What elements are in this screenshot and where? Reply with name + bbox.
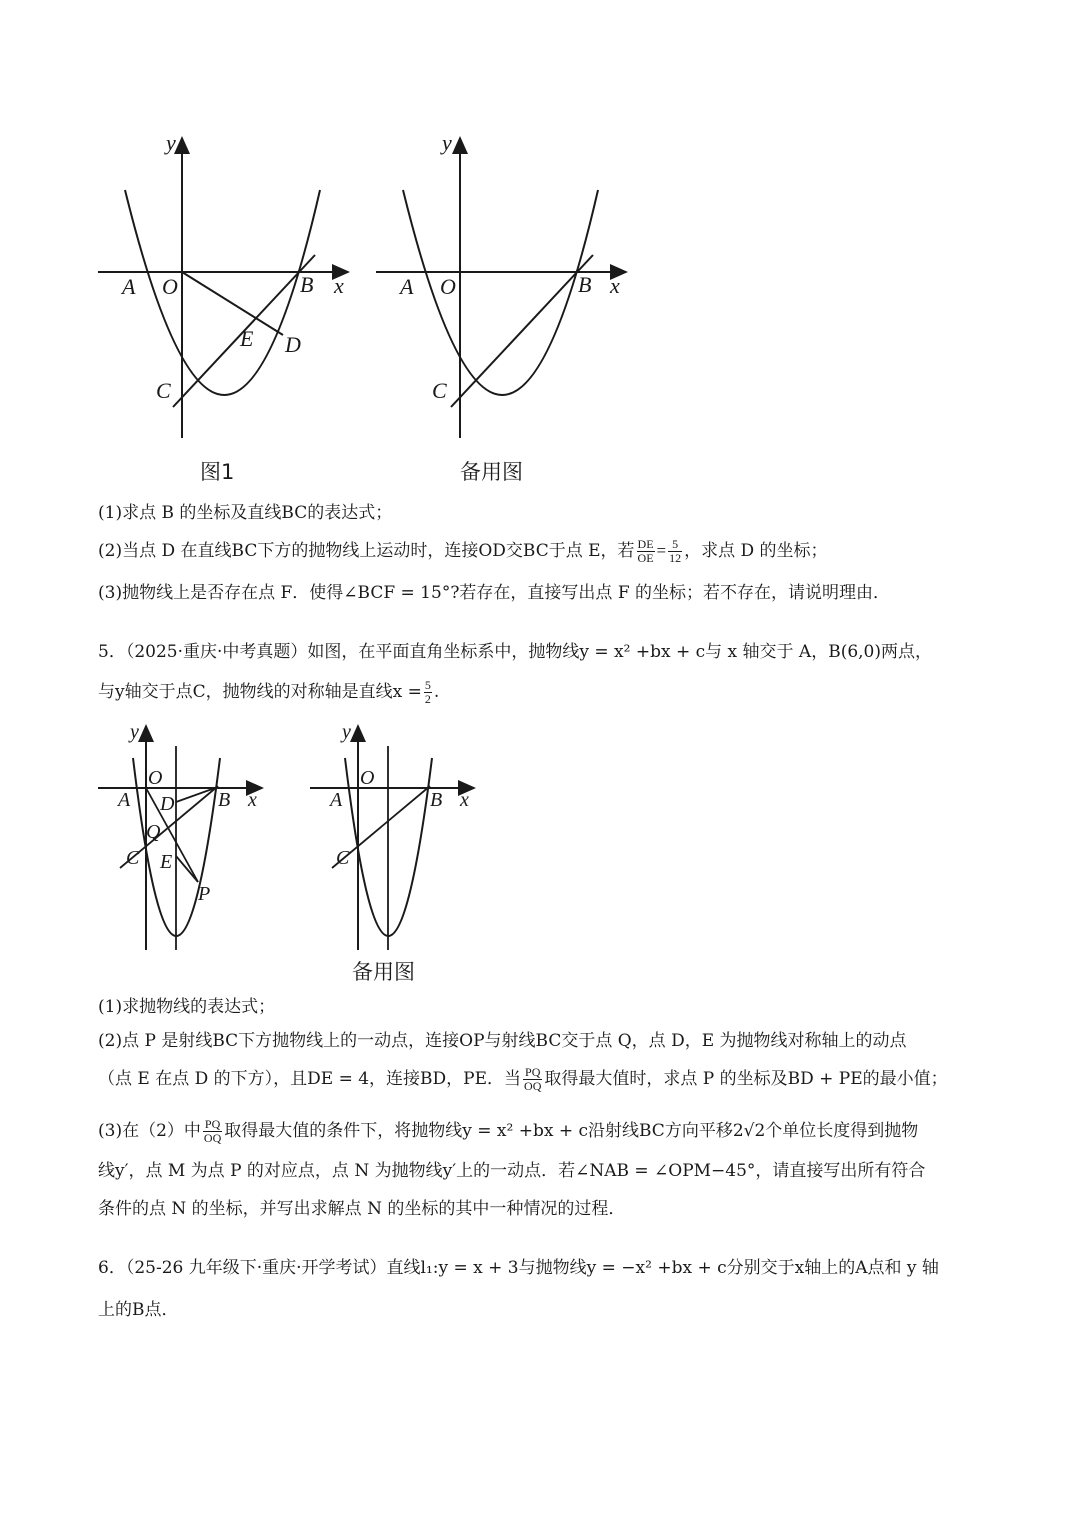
label-x: x: [460, 789, 469, 811]
q5-line-2-a: 与y轴交于点C，抛物线的对称轴是直线x =: [98, 682, 422, 702]
frac-num: 5: [668, 538, 682, 552]
figure-4-mid: [302, 718, 502, 953]
label-c: C: [432, 378, 447, 403]
q5-part-3-line-2: 线y′，点 M 为点 P 的对应点，点 N 为抛物线y′上的一动点．若∠NAB = ∠OPM−45°，请直接写出所有符合: [98, 1161, 926, 1181]
label-q: Q: [146, 821, 161, 843]
q4-part-2: [98, 538, 828, 565]
figure-4-svg: [302, 718, 502, 953]
figure-1-caption: 图1: [200, 460, 235, 484]
q4-part-2-b: ，求点 D 的坐标；: [684, 541, 828, 561]
frac-den: OQ: [524, 1079, 542, 1093]
q5-part-1: (1)求抛物线的表达式；: [98, 997, 276, 1017]
q5-line-1: 5．（2025·重庆·中考真题）如图，在平面直角坐标系中，抛物线y = x² +bx + c与 x 轴交于 A，B(6,0)两点，: [98, 642, 933, 662]
fraction-pq-oq: [203, 1118, 222, 1145]
q5-part-3-line-1-a: (3)在（2）中: [98, 1121, 201, 1141]
label-x: x: [610, 273, 620, 298]
frac-num: PQ: [525, 1065, 541, 1079]
parabola: [403, 190, 598, 395]
frac-den: 12: [669, 551, 682, 565]
q4-part-1: (1)求点 B 的坐标及直线BC的表达式；: [98, 503, 393, 523]
label-o: O: [162, 274, 178, 299]
label-p: P: [198, 883, 211, 905]
equals-sign: =: [656, 541, 667, 560]
label-o: O: [148, 767, 163, 789]
frac-den: OE: [637, 551, 654, 565]
label-y: y: [166, 130, 176, 155]
q6-line-2: 上的B点．: [98, 1300, 179, 1320]
frac-num: PQ: [204, 1117, 221, 1131]
label-y: y: [442, 130, 452, 155]
q5-part-2-line-2: [98, 1066, 948, 1093]
line-od: [182, 272, 283, 335]
figure-3-svg: [90, 718, 290, 953]
figure-4-caption: 备用图: [352, 960, 415, 984]
label-c: C: [156, 378, 171, 403]
label-b: B: [218, 789, 231, 811]
frac-num: 5: [424, 678, 431, 692]
frac-den: OQ: [203, 1131, 222, 1145]
label-o: O: [360, 767, 375, 789]
label-e: E: [160, 851, 173, 873]
figure-1-svg: [90, 130, 360, 450]
figure-2-svg: [368, 130, 638, 450]
fraction-5-2: [424, 679, 432, 706]
q5-line-2: [98, 672, 439, 712]
q5-part-3-line-3: 条件的点 N 的坐标，并写出求解点 N 的坐标的其中一种情况的过程．: [98, 1199, 626, 1219]
q4-part-3: (3)抛物线上是否存在点 F．使得∠BCF = 15°?若存在，直接写出点 F 的坐标；若不存在，请说明理由．: [98, 583, 891, 603]
q5-part-2-line-2-a: （点 E 在点 D 的下方），且DE = 4，连接BD，PE．当: [98, 1069, 522, 1089]
figure-3-mid: [90, 718, 290, 953]
label-a: A: [118, 789, 131, 811]
label-d: D: [285, 332, 301, 357]
label-b: B: [578, 272, 592, 297]
label-x: x: [334, 273, 344, 298]
q6-line-1: 6．（25-26 九年级下·重庆·开学考试）直线l₁:y = x + 3与抛物线y = −x² +bx + c分别交于x轴上的A点和 y 轴: [98, 1258, 939, 1278]
label-c: C: [126, 847, 140, 869]
label-x: x: [248, 789, 257, 811]
figure-2-top: [368, 130, 638, 450]
label-y: y: [342, 721, 351, 743]
line-pe: [176, 856, 198, 882]
label-y: y: [130, 721, 139, 743]
figure-1-top: [90, 130, 360, 450]
line-bd: [176, 788, 215, 802]
label-b: B: [300, 272, 314, 297]
q5-part-2-line-1: (2)点 P 是射线BC下方抛物线上的一动点，连接OP与射线BC交于点 Q，点 D，E 为抛物线对称轴上的动点: [98, 1031, 907, 1051]
label-a: A: [122, 274, 136, 299]
fraction-pq-oq: [523, 1066, 542, 1093]
q4-part-2-a: (2)当点 D 在直线BC下方的抛物线上运动时，连接OD交BC于点 E，若: [98, 541, 635, 561]
frac-num: DE: [637, 537, 654, 551]
q5-part-3-line-1-b: 取得最大值的条件下，将抛物线y = x² +bx + c沿射线BC方向平移2√2个单位长度得到抛物: [224, 1121, 919, 1141]
label-d: D: [160, 793, 175, 815]
figure-2-caption: 备用图: [460, 460, 523, 484]
q5-part-3-line-1: [98, 1118, 918, 1145]
line-bc: [451, 255, 593, 407]
label-a: A: [400, 274, 414, 299]
q5-line-2-b: .: [433, 682, 440, 702]
fraction-de-oe: [637, 538, 655, 565]
label-b: B: [430, 789, 443, 811]
label-e: E: [240, 326, 254, 351]
fraction-5-12: [668, 538, 682, 565]
label-a: A: [330, 789, 343, 811]
label-c: C: [336, 847, 350, 869]
q5-part-2-line-2-b: 取得最大值时，求点 P 的坐标及BD + PE的最小值；: [544, 1069, 948, 1089]
label-o: O: [440, 274, 456, 299]
frac-den: 2: [424, 692, 431, 706]
parabola: [125, 190, 320, 395]
